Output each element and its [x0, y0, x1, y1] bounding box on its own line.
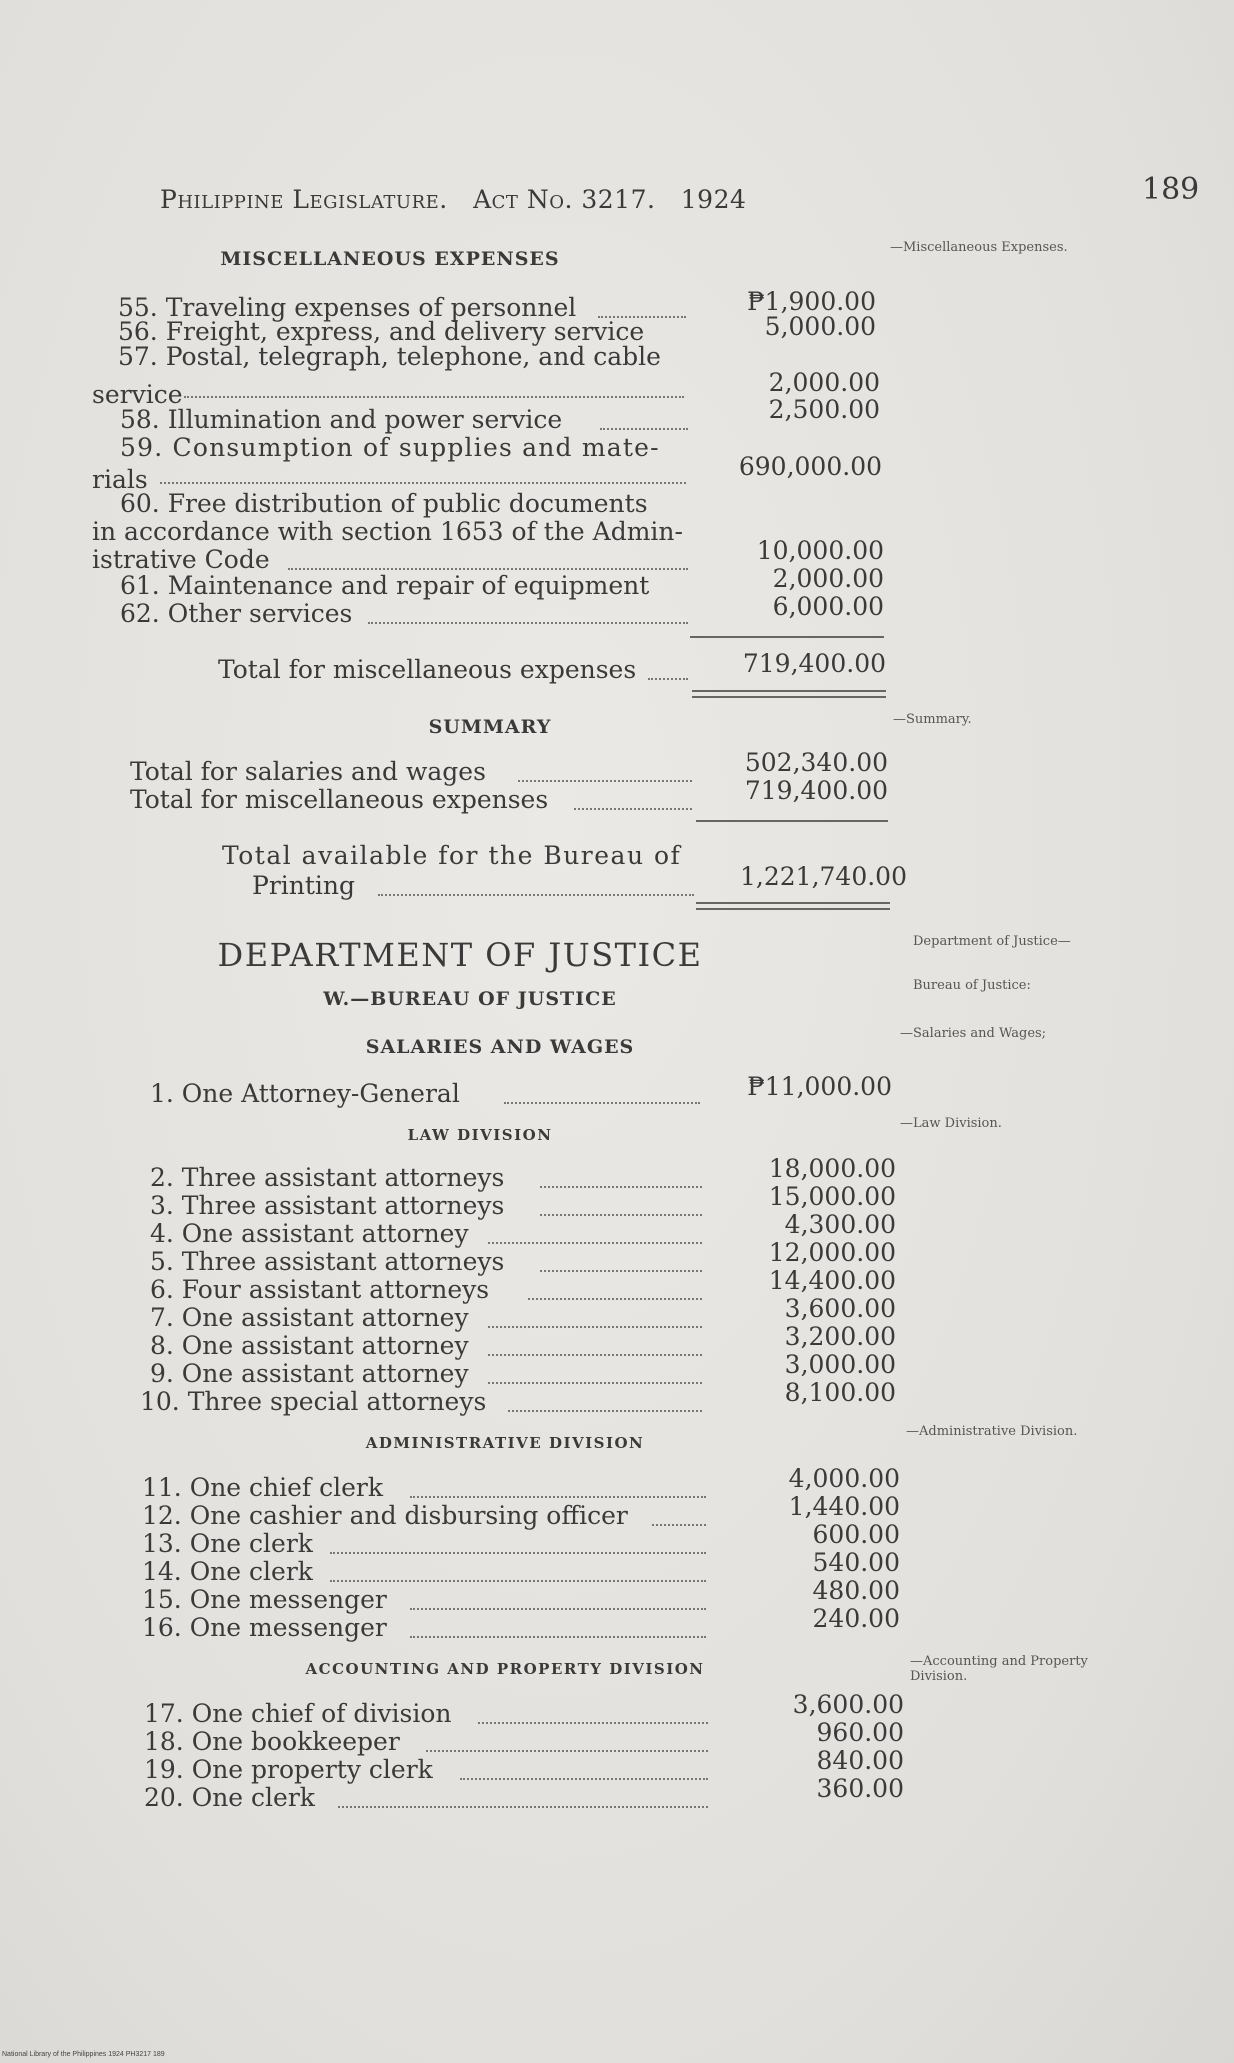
law-item: 3. Three assistant attorneys — [150, 1191, 505, 1220]
law-item: 2. Three assistant attorneys — [150, 1163, 505, 1192]
summary-total-label-2: Printing — [252, 871, 356, 900]
leader — [574, 808, 692, 810]
leader — [540, 1214, 702, 1216]
misc-item-61: 61. Maintenance and repair of equipment — [120, 571, 650, 600]
law-item: 4. One assistant attorney — [150, 1219, 469, 1248]
accounting-division-heading: ACCOUNTING AND PROPERTY DIVISION — [305, 1660, 705, 1678]
law-amount: 4,300.00 — [784, 1210, 896, 1239]
margin-note-misc: —Miscellaneous Expenses. — [890, 240, 1068, 255]
admin-item: 13. One clerk — [142, 1529, 313, 1558]
accounting-item: 17. One chief of division — [144, 1699, 452, 1728]
misc-amount-59: 690,000.00 — [738, 452, 882, 481]
admin-amount: 540.00 — [812, 1548, 900, 1577]
law-item: 7. One assistant attorney — [150, 1303, 469, 1332]
justice-item-1: 1. One Attorney-General — [150, 1079, 460, 1108]
summary-misc-label: Total for miscellaneous expenses — [130, 785, 549, 814]
leader — [368, 622, 688, 624]
misc-heading: MISCELLANEOUS EXPENSES — [220, 248, 560, 270]
leader — [488, 1242, 702, 1244]
margin-note-salaries: —Salaries and Wages; — [900, 1026, 1047, 1041]
running-head-title: Philippine Legislature. — [160, 185, 448, 214]
summary-misc-amount: 719,400.00 — [744, 776, 888, 805]
margin-note-department: Department of Justice— — [913, 934, 1071, 949]
admin-amount: 1,440.00 — [788, 1492, 900, 1521]
misc-item-57: 57. Postal, telegraph, telephone, and cable — [118, 342, 661, 371]
accounting-item: 19. One property clerk — [144, 1755, 433, 1784]
law-amount: 14,400.00 — [768, 1266, 896, 1295]
running-head-year: 1924 — [680, 185, 747, 214]
misc-item-57-cont: service — [92, 380, 183, 409]
accounting-amount: 360.00 — [816, 1774, 904, 1803]
misc-item-58: 58. Illumination and power service — [120, 405, 563, 434]
misc-amount-58: 2,500.00 — [768, 395, 880, 424]
law-amount: 8,100.00 — [784, 1378, 896, 1407]
leader — [160, 482, 686, 484]
leader — [184, 396, 684, 398]
law-amount: 15,000.00 — [768, 1182, 896, 1211]
leader — [426, 1750, 708, 1752]
misc-item-59: 59. Consumption of supplies and mate- — [120, 433, 660, 462]
running-head — [160, 185, 1060, 214]
admin-item: 12. One cashier and disbursing officer — [142, 1501, 628, 1530]
accounting-amount: 3,600.00 — [792, 1690, 904, 1719]
misc-item-60-cont2: istrative Code — [92, 545, 270, 574]
accounting-amount: 960.00 — [816, 1718, 904, 1747]
leader — [288, 568, 688, 570]
law-item: 8. One assistant attorney — [150, 1331, 469, 1360]
leader — [648, 678, 688, 680]
summary-total-amount: 1,221,740.00 — [740, 862, 907, 891]
admin-item: 15. One messenger — [142, 1585, 387, 1614]
leader — [378, 894, 694, 896]
law-amount: 18,000.00 — [768, 1154, 896, 1183]
leader — [652, 1524, 706, 1526]
double-rule-top — [696, 902, 890, 904]
justice-amount-1: ₱11,000.00 — [747, 1072, 892, 1101]
misc-item-59-cont: rials — [92, 465, 148, 494]
misc-item-60-cont1: in accordance with section 1653 of the Admin- — [92, 517, 683, 546]
margin-note-law: —Law Division. — [900, 1116, 1002, 1131]
summary-heading: SUMMARY — [428, 716, 552, 738]
misc-total-amount: 719,400.00 — [742, 649, 886, 678]
misc-amount-56: 5,000.00 — [764, 312, 876, 341]
misc-amount-55: ₱1,900.00 — [747, 287, 876, 316]
leader — [410, 1636, 706, 1638]
running-head-act: Act No. 3217. — [473, 185, 656, 214]
admin-division-heading: ADMINISTRATIVE DIVISION — [365, 1434, 645, 1452]
misc-amount-61: 2,000.00 — [772, 564, 884, 593]
admin-amount: 600.00 — [812, 1520, 900, 1549]
admin-amount: 4,000.00 — [788, 1464, 900, 1493]
accounting-item: 18. One bookkeeper — [144, 1727, 400, 1756]
department-heading: DEPARTMENT OF JUSTICE — [217, 936, 703, 974]
summary-total-label-1: Total available for the Bureau of — [222, 841, 682, 870]
page-number: 189 — [1142, 172, 1200, 207]
double-rule-bottom — [696, 908, 890, 910]
summary-salaries-label: Total for salaries and wages — [130, 757, 486, 786]
margin-note-summary: —Summary. — [893, 712, 972, 727]
summary-salaries-amount: 502,340.00 — [744, 748, 888, 777]
leader — [518, 780, 692, 782]
law-amount: 3,600.00 — [784, 1294, 896, 1323]
leader — [460, 1778, 708, 1780]
law-amount: 3,200.00 — [784, 1322, 896, 1351]
leader — [330, 1552, 706, 1554]
law-item: 9. One assistant attorney — [150, 1359, 469, 1388]
leader — [410, 1608, 706, 1610]
admin-item: 11. One chief clerk — [142, 1473, 384, 1502]
leader — [478, 1722, 708, 1724]
admin-item: 16. One messenger — [142, 1613, 387, 1642]
misc-item-55: 55. Traveling expenses of personnel — [118, 293, 577, 322]
accounting-amount: 840.00 — [816, 1746, 904, 1775]
double-rule-top — [692, 690, 886, 692]
law-amount: 12,000.00 — [768, 1238, 896, 1267]
law-division-heading: LAW DIVISION — [407, 1126, 553, 1144]
leader — [504, 1102, 700, 1104]
leader — [330, 1580, 706, 1582]
leader — [528, 1298, 702, 1300]
admin-item: 14. One clerk — [142, 1557, 313, 1586]
leader — [488, 1382, 702, 1384]
margin-note-accounting: —Accounting and Property Division. — [910, 1654, 1088, 1684]
leader — [600, 428, 688, 430]
leader — [488, 1354, 702, 1356]
misc-amount-57: 2,000.00 — [768, 368, 880, 397]
misc-item-56: 56. Freight, express, and delivery service — [118, 317, 645, 346]
law-item: 5. Three assistant attorneys — [150, 1247, 505, 1276]
admin-amount: 480.00 — [812, 1576, 900, 1605]
law-amount: 3,000.00 — [784, 1350, 896, 1379]
total-rule — [690, 636, 884, 638]
scan-footer: National Library of the Philippines 1924 PH3217 189 — [2, 2051, 165, 2058]
leader — [508, 1410, 702, 1412]
double-rule-bottom — [692, 696, 886, 698]
leader — [488, 1326, 702, 1328]
misc-amount-62: 6,000.00 — [772, 592, 884, 621]
misc-amount-60: 10,000.00 — [756, 536, 884, 565]
margin-note-bureau: Bureau of Justice: — [913, 978, 1031, 993]
misc-item-62: 62. Other services — [120, 599, 353, 628]
leader — [540, 1270, 702, 1272]
law-item: 10. Three special attorneys — [140, 1387, 487, 1416]
accounting-item: 20. One clerk — [144, 1783, 315, 1812]
margin-note-admin: —Administrative Division. — [906, 1424, 1078, 1439]
leader — [540, 1186, 702, 1188]
misc-item-60: 60. Free distribution of public documents — [120, 489, 648, 518]
law-item: 6. Four assistant attorneys — [150, 1275, 490, 1304]
salaries-heading: SALARIES AND WAGES — [365, 1036, 635, 1058]
leader — [338, 1806, 708, 1808]
leader — [410, 1496, 706, 1498]
bureau-heading: W.—BUREAU OF JUSTICE — [323, 988, 617, 1010]
admin-amount: 240.00 — [812, 1604, 900, 1633]
total-rule — [696, 820, 888, 822]
misc-total-label: Total for miscellaneous expenses — [218, 655, 637, 684]
